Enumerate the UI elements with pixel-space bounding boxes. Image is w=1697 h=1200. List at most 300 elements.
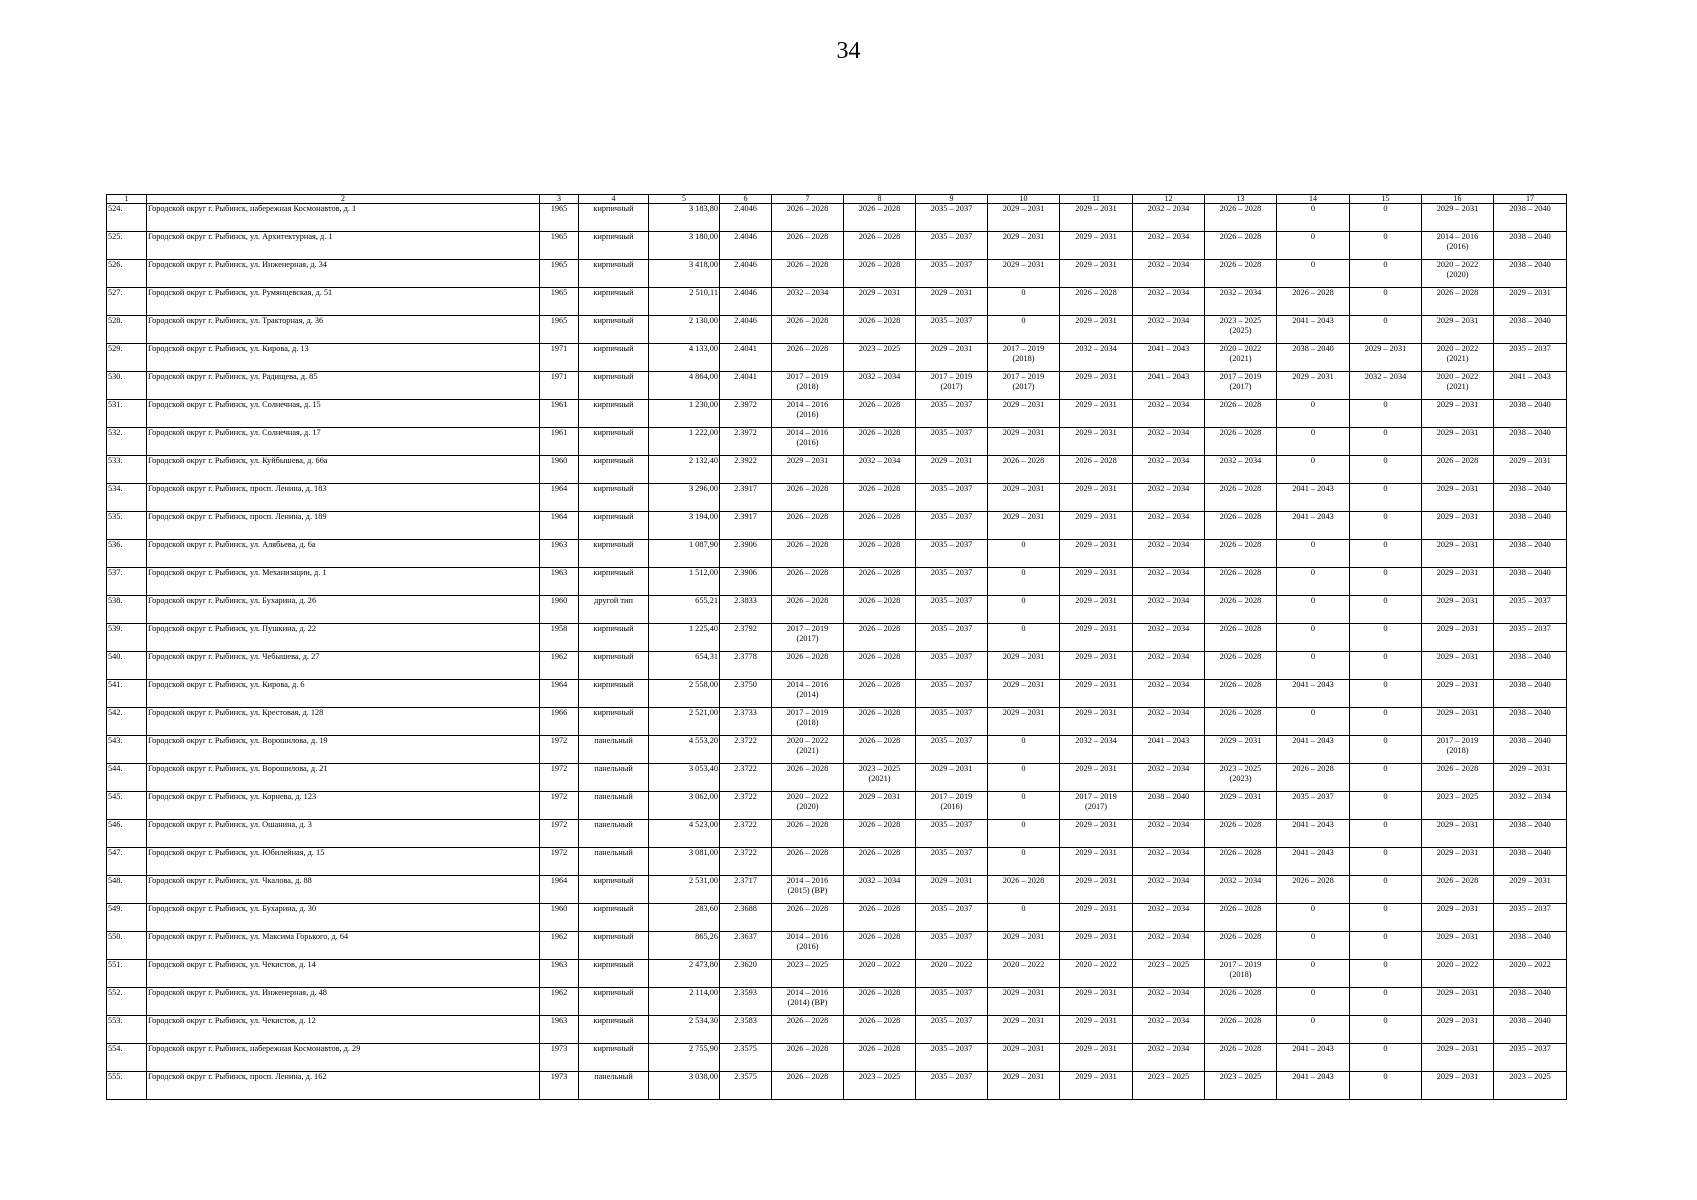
period-col-12-cell: 2032 – 2034 bbox=[1133, 708, 1205, 736]
address-cell: Городской округ г. Рыбинск, ул. Тракторная, д. 36 bbox=[147, 316, 540, 344]
index-value-cell: 2.3722 bbox=[720, 736, 772, 764]
period-col-13-cell: 2026 – 2028 bbox=[1205, 596, 1277, 624]
period-col-9-cell: 2035 – 2037 bbox=[916, 596, 988, 624]
row-number-cell: 543. bbox=[107, 736, 147, 764]
address-cell: Городской округ г. Рыбинск, ул. Ворошилова, д. 19 bbox=[147, 736, 540, 764]
period-col-11-cell: 2029 – 2031 bbox=[1060, 1044, 1133, 1072]
year-built-cell: 1962 bbox=[540, 932, 579, 960]
period-col-12-cell: 2038 – 2040 bbox=[1133, 792, 1205, 820]
period-col-12-cell: 2032 – 2034 bbox=[1133, 680, 1205, 708]
period-col-13-cell: 2032 – 2034 bbox=[1205, 456, 1277, 484]
address-cell: Городской округ г. Рыбинск, набережная Космонавтов, д. 1 bbox=[147, 204, 540, 232]
total-area-cell: 4 133,00 bbox=[649, 344, 720, 372]
column-number-17: 17 bbox=[1494, 195, 1567, 204]
period-col-7-cell: 2026 – 2028 bbox=[772, 344, 844, 372]
wall-material-cell: панельный bbox=[579, 736, 649, 764]
period-col-11-cell: 2029 – 2031 bbox=[1060, 848, 1133, 876]
period-col-10-cell: 0 bbox=[988, 764, 1060, 792]
period-col-17-cell: 2023 – 2025 bbox=[1494, 1072, 1567, 1100]
period-col-10-cell: 2029 – 2031 bbox=[988, 652, 1060, 680]
row-number-cell: 551. bbox=[107, 960, 147, 988]
period-col-10-cell: 2029 – 2031 bbox=[988, 680, 1060, 708]
address-cell: Городской округ г. Рыбинск, ул. Корнева, д. 123 bbox=[147, 792, 540, 820]
period-col-15-cell: 0 bbox=[1350, 1072, 1422, 1100]
period-col-7-cell: 2026 – 2028 bbox=[772, 764, 844, 792]
total-area-cell: 2 755,90 bbox=[649, 1044, 720, 1072]
period-col-15-cell: 0 bbox=[1350, 624, 1422, 652]
period-col-9-cell: 2035 – 2037 bbox=[916, 540, 988, 568]
period-col-12-cell: 2032 – 2034 bbox=[1133, 652, 1205, 680]
period-col-17-cell: 2038 – 2040 bbox=[1494, 988, 1567, 1016]
period-col-15-cell: 0 bbox=[1350, 764, 1422, 792]
period-col-13-cell: 2026 – 2028 bbox=[1205, 988, 1277, 1016]
column-number-10: 10 bbox=[988, 195, 1060, 204]
period-col-7-cell: 2017 – 2019 (2018) bbox=[772, 708, 844, 736]
period-col-16-cell: 2029 – 2031 bbox=[1422, 680, 1494, 708]
address-cell: Городской округ г. Рыбинск, ул. Архитектурная, д. 1 bbox=[147, 232, 540, 260]
period-col-11-cell: 2029 – 2031 bbox=[1060, 372, 1133, 400]
period-col-10-cell: 2017 – 2019 (2017) bbox=[988, 372, 1060, 400]
period-col-14-cell: 2041 – 2043 bbox=[1277, 820, 1350, 848]
period-col-15-cell: 0 bbox=[1350, 204, 1422, 232]
year-built-cell: 1971 bbox=[540, 344, 579, 372]
period-col-12-cell: 2032 – 2034 bbox=[1133, 932, 1205, 960]
wall-material-cell: кирпичный bbox=[579, 680, 649, 708]
period-col-9-cell: 2035 – 2037 bbox=[916, 260, 988, 288]
table-row bbox=[107, 456, 1567, 484]
period-col-16-cell: 2020 – 2022 (2021) bbox=[1422, 372, 1494, 400]
period-col-14-cell: 0 bbox=[1277, 1016, 1350, 1044]
period-col-11-cell: 2029 – 2031 bbox=[1060, 428, 1133, 456]
period-col-13-cell: 2026 – 2028 bbox=[1205, 1044, 1277, 1072]
index-value-cell: 2.3750 bbox=[720, 680, 772, 708]
period-col-11-cell: 2029 – 2031 bbox=[1060, 820, 1133, 848]
table-row bbox=[107, 792, 1567, 820]
period-col-17-cell: 2038 – 2040 bbox=[1494, 708, 1567, 736]
period-col-15-cell: 0 bbox=[1350, 932, 1422, 960]
address-cell: Городской округ г. Рыбинск, ул. Инженерная, д. 48 bbox=[147, 988, 540, 1016]
row-number-cell: 539. bbox=[107, 624, 147, 652]
column-number-8: 8 bbox=[844, 195, 916, 204]
period-col-7-cell: 2026 – 2028 bbox=[772, 512, 844, 540]
period-col-9-cell: 2029 – 2031 bbox=[916, 456, 988, 484]
period-col-13-cell: 2026 – 2028 bbox=[1205, 652, 1277, 680]
period-col-8-cell: 2026 – 2028 bbox=[844, 568, 916, 596]
period-col-12-cell: 2032 – 2034 bbox=[1133, 904, 1205, 932]
period-col-9-cell: 2035 – 2037 bbox=[916, 848, 988, 876]
address-cell: Городской округ г. Рыбинск, ул. Кирова, д. 13 bbox=[147, 344, 540, 372]
period-col-12-cell: 2032 – 2034 bbox=[1133, 316, 1205, 344]
period-col-17-cell: 2038 – 2040 bbox=[1494, 484, 1567, 512]
period-col-8-cell: 2023 – 2025 bbox=[844, 344, 916, 372]
period-col-15-cell: 0 bbox=[1350, 876, 1422, 904]
total-area-cell: 2 132,40 bbox=[649, 456, 720, 484]
period-col-12-cell: 2032 – 2034 bbox=[1133, 428, 1205, 456]
period-col-17-cell: 2038 – 2040 bbox=[1494, 540, 1567, 568]
period-col-8-cell: 2026 – 2028 bbox=[844, 932, 916, 960]
period-col-16-cell: 2023 – 2025 bbox=[1422, 792, 1494, 820]
period-col-10-cell: 2026 – 2028 bbox=[988, 876, 1060, 904]
period-col-17-cell: 2029 – 2031 bbox=[1494, 764, 1567, 792]
index-value-cell: 2.3722 bbox=[720, 764, 772, 792]
table-row bbox=[107, 428, 1567, 456]
period-col-7-cell: 2020 – 2022 (2020) bbox=[772, 792, 844, 820]
period-col-11-cell: 2029 – 2031 bbox=[1060, 400, 1133, 428]
period-col-15-cell: 0 bbox=[1350, 428, 1422, 456]
wall-material-cell: панельный bbox=[579, 820, 649, 848]
period-col-9-cell: 2035 – 2037 bbox=[916, 484, 988, 512]
period-col-9-cell: 2035 – 2037 bbox=[916, 736, 988, 764]
period-col-13-cell: 2023 – 2025 (2025) bbox=[1205, 316, 1277, 344]
period-col-9-cell: 2035 – 2037 bbox=[916, 1016, 988, 1044]
wall-material-cell: кирпичный bbox=[579, 652, 649, 680]
period-col-7-cell: 2020 – 2022 (2021) bbox=[772, 736, 844, 764]
total-area-cell: 3 418,00 bbox=[649, 260, 720, 288]
period-col-15-cell: 0 bbox=[1350, 540, 1422, 568]
index-value-cell: 2.4046 bbox=[720, 316, 772, 344]
table-row bbox=[107, 820, 1567, 848]
period-col-15-cell: 0 bbox=[1350, 512, 1422, 540]
period-col-17-cell: 2038 – 2040 bbox=[1494, 428, 1567, 456]
wall-material-cell: кирпичный bbox=[579, 624, 649, 652]
period-col-14-cell: 2026 – 2028 bbox=[1277, 876, 1350, 904]
table-row bbox=[107, 736, 1567, 764]
year-built-cell: 1961 bbox=[540, 428, 579, 456]
period-col-17-cell: 2029 – 2031 bbox=[1494, 456, 1567, 484]
period-col-8-cell: 2026 – 2028 bbox=[844, 204, 916, 232]
period-col-12-cell: 2032 – 2034 bbox=[1133, 876, 1205, 904]
table-row bbox=[107, 316, 1567, 344]
index-value-cell: 2.3792 bbox=[720, 624, 772, 652]
period-col-15-cell: 0 bbox=[1350, 484, 1422, 512]
period-col-11-cell: 2026 – 2028 bbox=[1060, 288, 1133, 316]
period-col-14-cell: 0 bbox=[1277, 232, 1350, 260]
address-cell: Городской округ г. Рыбинск, ул. Чекистов, д. 12 bbox=[147, 1016, 540, 1044]
period-col-9-cell: 2029 – 2031 bbox=[916, 764, 988, 792]
period-col-13-cell: 2032 – 2034 bbox=[1205, 876, 1277, 904]
period-col-7-cell: 2026 – 2028 bbox=[772, 652, 844, 680]
index-value-cell: 2.3972 bbox=[720, 428, 772, 456]
wall-material-cell: кирпичный bbox=[579, 400, 649, 428]
period-col-7-cell: 2014 – 2016 (2016) bbox=[772, 400, 844, 428]
period-col-12-cell: 2032 – 2034 bbox=[1133, 288, 1205, 316]
period-col-17-cell: 2029 – 2031 bbox=[1494, 288, 1567, 316]
total-area-cell: 2 534,30 bbox=[649, 1016, 720, 1044]
wall-material-cell: кирпичный bbox=[579, 372, 649, 400]
wall-material-cell: кирпичный bbox=[579, 876, 649, 904]
period-col-16-cell: 2029 – 2031 bbox=[1422, 988, 1494, 1016]
period-col-14-cell: 2041 – 2043 bbox=[1277, 680, 1350, 708]
wall-material-cell: кирпичный bbox=[579, 540, 649, 568]
period-col-10-cell: 2029 – 2031 bbox=[988, 708, 1060, 736]
address-cell: Городской округ г. Рыбинск, просп. Ленина, д. 162 bbox=[147, 1072, 540, 1100]
table-row bbox=[107, 764, 1567, 792]
period-col-16-cell: 2029 – 2031 bbox=[1422, 316, 1494, 344]
period-col-10-cell: 2029 – 2031 bbox=[988, 428, 1060, 456]
period-col-13-cell: 2026 – 2028 bbox=[1205, 848, 1277, 876]
period-col-8-cell: 2026 – 2028 bbox=[844, 316, 916, 344]
column-number-4: 4 bbox=[579, 195, 649, 204]
period-col-12-cell: 2023 – 2025 bbox=[1133, 1072, 1205, 1100]
period-col-11-cell: 2026 – 2028 bbox=[1060, 456, 1133, 484]
period-col-16-cell: 2029 – 2031 bbox=[1422, 204, 1494, 232]
period-col-14-cell: 0 bbox=[1277, 904, 1350, 932]
period-col-17-cell: 2038 – 2040 bbox=[1494, 260, 1567, 288]
period-col-8-cell: 2026 – 2028 bbox=[844, 428, 916, 456]
period-col-9-cell: 2029 – 2031 bbox=[916, 288, 988, 316]
period-col-14-cell: 2038 – 2040 bbox=[1277, 344, 1350, 372]
period-col-10-cell: 2029 – 2031 bbox=[988, 400, 1060, 428]
address-cell: Городской округ г. Рыбинск, ул. Ошанина, д. 3 bbox=[147, 820, 540, 848]
period-col-7-cell: 2014 – 2016 (2016) bbox=[772, 428, 844, 456]
wall-material-cell: кирпичный bbox=[579, 988, 649, 1016]
address-cell: Городской округ г. Рыбинск, ул. Чекистов, д. 14 bbox=[147, 960, 540, 988]
period-col-16-cell: 2029 – 2031 bbox=[1422, 596, 1494, 624]
year-built-cell: 1963 bbox=[540, 960, 579, 988]
row-number-cell: 524. bbox=[107, 204, 147, 232]
period-col-13-cell: 2026 – 2028 bbox=[1205, 512, 1277, 540]
row-number-cell: 534. bbox=[107, 484, 147, 512]
column-number-9: 9 bbox=[916, 195, 988, 204]
period-col-12-cell: 2032 – 2034 bbox=[1133, 568, 1205, 596]
index-value-cell: 2.3722 bbox=[720, 820, 772, 848]
total-area-cell: 3 180,00 bbox=[649, 232, 720, 260]
year-built-cell: 1972 bbox=[540, 848, 579, 876]
period-col-7-cell: 2026 – 2028 bbox=[772, 260, 844, 288]
period-col-15-cell: 0 bbox=[1350, 260, 1422, 288]
column-number-3: 3 bbox=[540, 195, 579, 204]
column-number-14: 14 bbox=[1277, 195, 1350, 204]
year-built-cell: 1965 bbox=[540, 260, 579, 288]
period-col-17-cell: 2038 – 2040 bbox=[1494, 204, 1567, 232]
period-col-7-cell: 2026 – 2028 bbox=[772, 1044, 844, 1072]
period-col-17-cell: 2038 – 2040 bbox=[1494, 568, 1567, 596]
period-col-13-cell: 2032 – 2034 bbox=[1205, 288, 1277, 316]
year-built-cell: 1964 bbox=[540, 484, 579, 512]
period-col-15-cell: 0 bbox=[1350, 1016, 1422, 1044]
index-value-cell: 2.3972 bbox=[720, 400, 772, 428]
period-col-9-cell: 2035 – 2037 bbox=[916, 568, 988, 596]
wall-material-cell: кирпичный bbox=[579, 316, 649, 344]
year-built-cell: 1972 bbox=[540, 764, 579, 792]
address-cell: Городской округ г. Рыбинск, ул. Радищева, д. 85 bbox=[147, 372, 540, 400]
index-value-cell: 2.4046 bbox=[720, 288, 772, 316]
period-col-8-cell: 2026 – 2028 bbox=[844, 820, 916, 848]
period-col-11-cell: 2029 – 2031 bbox=[1060, 624, 1133, 652]
period-col-8-cell: 2026 – 2028 bbox=[844, 624, 916, 652]
period-col-11-cell: 2029 – 2031 bbox=[1060, 904, 1133, 932]
period-col-13-cell: 2017 – 2019 (2017) bbox=[1205, 372, 1277, 400]
period-col-12-cell: 2032 – 2034 bbox=[1133, 540, 1205, 568]
row-number-cell: 545. bbox=[107, 792, 147, 820]
index-value-cell: 2.3906 bbox=[720, 540, 772, 568]
period-col-13-cell: 2026 – 2028 bbox=[1205, 484, 1277, 512]
period-col-8-cell: 2026 – 2028 bbox=[844, 1044, 916, 1072]
period-col-15-cell: 0 bbox=[1350, 316, 1422, 344]
period-col-12-cell: 2032 – 2034 bbox=[1133, 400, 1205, 428]
row-number-cell: 525. bbox=[107, 232, 147, 260]
table-body bbox=[107, 204, 1567, 1100]
period-col-7-cell: 2017 – 2019 (2018) bbox=[772, 372, 844, 400]
table-row bbox=[107, 260, 1567, 288]
period-col-10-cell: 0 bbox=[988, 820, 1060, 848]
address-cell: Городской округ г. Рыбинск, ул. Солнечная, д. 17 bbox=[147, 428, 540, 456]
address-cell: Городской округ г. Рыбинск, просп. Ленина, д. 183 bbox=[147, 484, 540, 512]
period-col-10-cell: 0 bbox=[988, 792, 1060, 820]
wall-material-cell: другой тип bbox=[579, 596, 649, 624]
period-col-12-cell: 2032 – 2034 bbox=[1133, 232, 1205, 260]
period-col-16-cell: 2029 – 2031 bbox=[1422, 652, 1494, 680]
wall-material-cell: кирпичный bbox=[579, 1044, 649, 1072]
period-col-14-cell: 2041 – 2043 bbox=[1277, 736, 1350, 764]
period-col-7-cell: 2026 – 2028 bbox=[772, 820, 844, 848]
period-col-16-cell: 2026 – 2028 bbox=[1422, 288, 1494, 316]
period-col-13-cell: 2023 – 2025 bbox=[1205, 1072, 1277, 1100]
period-col-14-cell: 0 bbox=[1277, 960, 1350, 988]
index-value-cell: 2.3583 bbox=[720, 1016, 772, 1044]
period-col-14-cell: 2041 – 2043 bbox=[1277, 1044, 1350, 1072]
period-col-10-cell: 0 bbox=[988, 316, 1060, 344]
index-value-cell: 2.3917 bbox=[720, 484, 772, 512]
table-row bbox=[107, 932, 1567, 960]
period-col-11-cell: 2029 – 2031 bbox=[1060, 680, 1133, 708]
period-col-7-cell: 2026 – 2028 bbox=[772, 568, 844, 596]
period-col-13-cell: 2026 – 2028 bbox=[1205, 428, 1277, 456]
period-col-13-cell: 2026 – 2028 bbox=[1205, 624, 1277, 652]
period-col-15-cell: 0 bbox=[1350, 1044, 1422, 1072]
address-cell: Городской округ г. Рыбинск, ул. Чкалова, д. 88 bbox=[147, 876, 540, 904]
address-cell: Городской округ г. Рыбинск, просп. Ленина, д. 189 bbox=[147, 512, 540, 540]
period-col-16-cell: 2029 – 2031 bbox=[1422, 848, 1494, 876]
row-number-cell: 552. bbox=[107, 988, 147, 1016]
period-col-16-cell: 2020 – 2022 (2020) bbox=[1422, 260, 1494, 288]
wall-material-cell: кирпичный bbox=[579, 232, 649, 260]
column-number-2: 2 bbox=[147, 195, 540, 204]
period-col-10-cell: 0 bbox=[988, 904, 1060, 932]
table-row bbox=[107, 960, 1567, 988]
total-area-cell: 2 558,00 bbox=[649, 680, 720, 708]
year-built-cell: 1960 bbox=[540, 596, 579, 624]
period-col-15-cell: 0 bbox=[1350, 988, 1422, 1016]
period-col-17-cell: 2038 – 2040 bbox=[1494, 736, 1567, 764]
period-col-13-cell: 2026 – 2028 bbox=[1205, 1016, 1277, 1044]
period-col-16-cell: 2029 – 2031 bbox=[1422, 568, 1494, 596]
total-area-cell: 4 864,00 bbox=[649, 372, 720, 400]
year-built-cell: 1963 bbox=[540, 540, 579, 568]
index-value-cell: 2.4046 bbox=[720, 232, 772, 260]
period-col-10-cell: 0 bbox=[988, 288, 1060, 316]
period-col-14-cell: 2041 – 2043 bbox=[1277, 484, 1350, 512]
period-col-12-cell: 2032 – 2034 bbox=[1133, 1044, 1205, 1072]
period-col-17-cell: 2035 – 2037 bbox=[1494, 344, 1567, 372]
period-col-10-cell: 0 bbox=[988, 624, 1060, 652]
period-col-14-cell: 2041 – 2043 bbox=[1277, 512, 1350, 540]
period-col-11-cell: 2029 – 2031 bbox=[1060, 764, 1133, 792]
period-col-9-cell: 2035 – 2037 bbox=[916, 428, 988, 456]
period-col-7-cell: 2014 – 2016 (2015) (ВР) bbox=[772, 876, 844, 904]
period-col-13-cell: 2017 – 2019 (2018) bbox=[1205, 960, 1277, 988]
period-col-9-cell: 2029 – 2031 bbox=[916, 876, 988, 904]
period-col-11-cell: 2029 – 2031 bbox=[1060, 708, 1133, 736]
year-built-cell: 1965 bbox=[540, 316, 579, 344]
period-col-16-cell: 2029 – 2031 bbox=[1422, 484, 1494, 512]
period-col-9-cell: 2035 – 2037 bbox=[916, 1072, 988, 1100]
index-value-cell: 2.3620 bbox=[720, 960, 772, 988]
period-col-11-cell: 2032 – 2034 bbox=[1060, 736, 1133, 764]
period-col-13-cell: 2029 – 2031 bbox=[1205, 792, 1277, 820]
period-col-13-cell: 2026 – 2028 bbox=[1205, 708, 1277, 736]
period-col-9-cell: 2029 – 2031 bbox=[916, 344, 988, 372]
total-area-cell: 3 038,00 bbox=[649, 1072, 720, 1100]
period-col-9-cell: 2035 – 2037 bbox=[916, 204, 988, 232]
table-row bbox=[107, 652, 1567, 680]
period-col-16-cell: 2029 – 2031 bbox=[1422, 512, 1494, 540]
period-col-16-cell: 2029 – 2031 bbox=[1422, 820, 1494, 848]
row-number-cell: 528. bbox=[107, 316, 147, 344]
row-number-cell: 541. bbox=[107, 680, 147, 708]
period-col-15-cell: 0 bbox=[1350, 708, 1422, 736]
period-col-15-cell: 0 bbox=[1350, 456, 1422, 484]
index-value-cell: 2.3575 bbox=[720, 1044, 772, 1072]
period-col-17-cell: 2035 – 2037 bbox=[1494, 1044, 1567, 1072]
row-number-cell: 529. bbox=[107, 344, 147, 372]
period-col-10-cell: 2029 – 2031 bbox=[988, 988, 1060, 1016]
year-built-cell: 1965 bbox=[540, 288, 579, 316]
period-col-10-cell: 2029 – 2031 bbox=[988, 204, 1060, 232]
period-col-10-cell: 0 bbox=[988, 540, 1060, 568]
address-cell: Городской округ г. Рыбинск, ул. Кирова, д. 6 bbox=[147, 680, 540, 708]
wall-material-cell: панельный bbox=[579, 1072, 649, 1100]
period-col-15-cell: 0 bbox=[1350, 568, 1422, 596]
row-number-cell: 526. bbox=[107, 260, 147, 288]
index-value-cell: 2.4046 bbox=[720, 204, 772, 232]
period-col-15-cell: 2032 – 2034 bbox=[1350, 372, 1422, 400]
total-area-cell: 2 130,00 bbox=[649, 316, 720, 344]
year-built-cell: 1962 bbox=[540, 988, 579, 1016]
period-col-12-cell: 2032 – 2034 bbox=[1133, 484, 1205, 512]
period-col-14-cell: 0 bbox=[1277, 204, 1350, 232]
period-col-9-cell: 2035 – 2037 bbox=[916, 1044, 988, 1072]
period-col-8-cell: 2026 – 2028 bbox=[844, 484, 916, 512]
period-col-15-cell: 0 bbox=[1350, 736, 1422, 764]
period-col-14-cell: 0 bbox=[1277, 652, 1350, 680]
index-value-cell: 2.3637 bbox=[720, 932, 772, 960]
period-col-8-cell: 2026 – 2028 bbox=[844, 848, 916, 876]
period-col-8-cell: 2026 – 2028 bbox=[844, 400, 916, 428]
wall-material-cell: кирпичный bbox=[579, 344, 649, 372]
period-col-9-cell: 2035 – 2037 bbox=[916, 232, 988, 260]
period-col-13-cell: 2026 – 2028 bbox=[1205, 932, 1277, 960]
wall-material-cell: кирпичный bbox=[579, 1016, 649, 1044]
period-col-11-cell: 2032 – 2034 bbox=[1060, 344, 1133, 372]
period-col-13-cell: 2026 – 2028 bbox=[1205, 260, 1277, 288]
row-number-cell: 532. bbox=[107, 428, 147, 456]
row-number-cell: 549. bbox=[107, 904, 147, 932]
period-col-12-cell: 2032 – 2034 bbox=[1133, 596, 1205, 624]
wall-material-cell: кирпичный bbox=[579, 428, 649, 456]
period-col-17-cell: 2038 – 2040 bbox=[1494, 680, 1567, 708]
address-cell: Городской округ г. Рыбинск, ул. Крестовая, д. 128 bbox=[147, 708, 540, 736]
period-col-8-cell: 2032 – 2034 bbox=[844, 876, 916, 904]
period-col-8-cell: 2026 – 2028 bbox=[844, 652, 916, 680]
period-col-16-cell: 2026 – 2028 bbox=[1422, 456, 1494, 484]
period-col-14-cell: 0 bbox=[1277, 428, 1350, 456]
period-col-10-cell: 0 bbox=[988, 568, 1060, 596]
period-col-15-cell: 0 bbox=[1350, 960, 1422, 988]
period-col-8-cell: 2026 – 2028 bbox=[844, 680, 916, 708]
table-row bbox=[107, 904, 1567, 932]
row-number-cell: 530. bbox=[107, 372, 147, 400]
